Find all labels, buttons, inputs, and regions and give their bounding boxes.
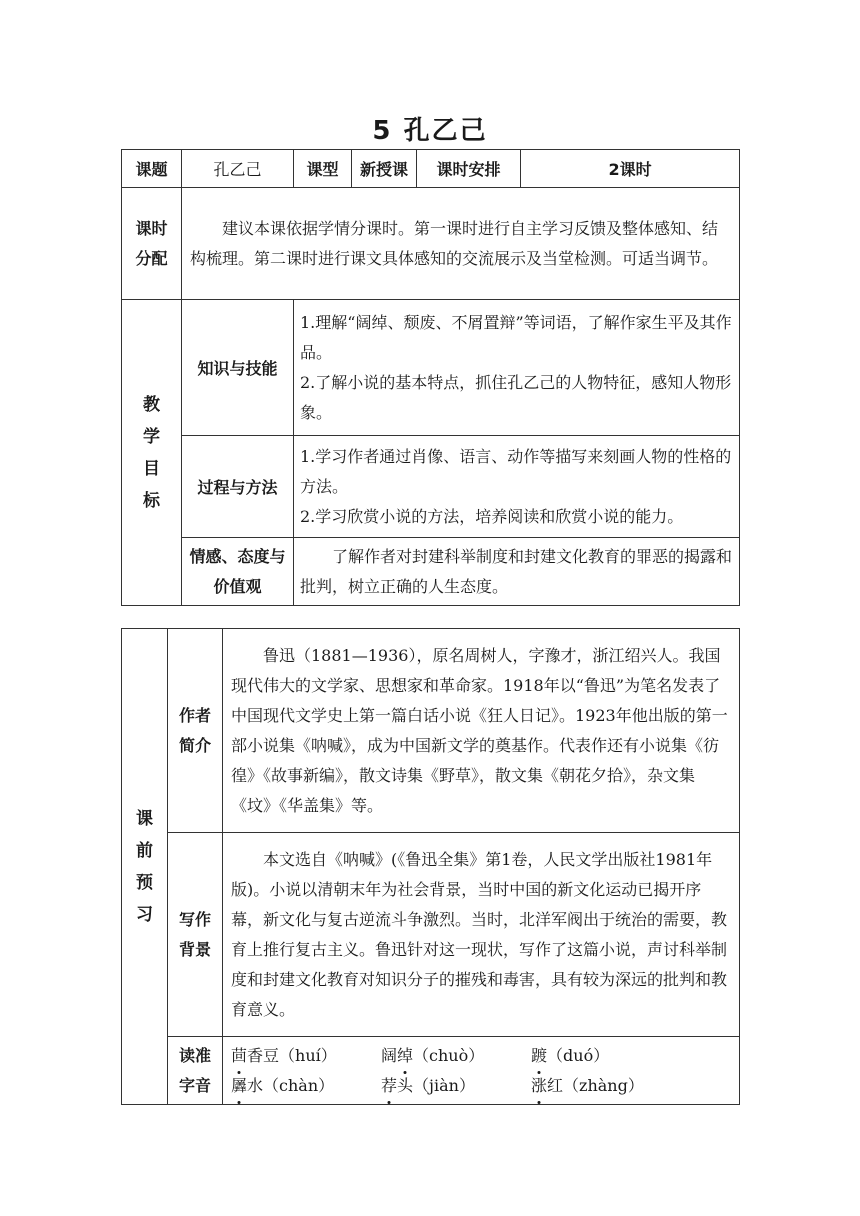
background-label: 写作 背景 <box>168 833 223 1037</box>
author-label: 作者 简介 <box>168 629 223 833</box>
course-label: 课题 <box>122 150 182 188</box>
background-text: 本文选自《呐喊》(《鲁迅全集》第1卷，人民文学出版社1981年版)。小说以清朝末年为社会背景，当时中国的新文化运动已揭开序幕，新文化与复古逆流斗争激烈。当时，北洋军阀出于统治的需要，教育上推行复古主义。鲁迅针对这一现状，写作了这篇小说，声讨科举制度和封建文化教育对知识分子的摧残和毒害，具有较为深远的批判和教育意义。 <box>223 833 740 1037</box>
pron-word: 茴香豆（huí） <box>231 1041 381 1071</box>
pron-word: 阔绰（chuò） <box>381 1041 531 1071</box>
knowledge-item: 2.了解小说的基本特点，抓住孔乙己的人物特征，感知人物形象。 <box>300 372 732 422</box>
page-title: 5 孔乙己 <box>372 116 488 146</box>
process-content <box>294 436 740 538</box>
preview-table <box>121 628 740 1105</box>
knowledge-content <box>294 300 740 436</box>
emotion-content: 了解作者对封建科举制度和封建文化教育的罪恶的揭露和批判，树立正确的人生态度。 <box>294 538 740 606</box>
allocation-text: 建议本课依据学情分课时。第一课时进行自主学习反馈及整体感知、结构梳理。第二课时进行课文具体感知的交流展示及当堂检测。可适当调节。 <box>182 188 740 300</box>
lesson-info-table <box>121 149 740 606</box>
lesson-type: 新授课 <box>352 150 417 188</box>
author-intro: 鲁迅（1881—1936），原名周树人，字豫才，浙江绍兴人。我国现代伟大的文学家、思想家和革命家。1918年以“鲁迅”为笔名发表了中国现代文学史上第一篇白话小说《狂人日记》。1923年他出版的第一部小说集《呐喊》，成为中国新文学的奠基作。代表作还有小说集《彷徨》《故事新编》，散文诗集《野草》，散文集《朝花夕拾》，杂文集《坟》《华盖集》等。 <box>223 629 740 833</box>
process-label: 过程与方法 <box>182 436 294 538</box>
process-item: 2.学习欣赏小说的方法，培养阅读和欣赏小说的能力。 <box>300 506 684 526</box>
emotion-label: 情感、态度与价值观 <box>182 538 294 606</box>
preview-label: 课 前 预 习 <box>122 629 168 1105</box>
schedule-label: 课时安排 <box>417 150 521 188</box>
process-item: 1.学习作者通过肖像、语言、动作等描写来刻画人物的性格的方法。 <box>300 446 732 496</box>
pron-word: 涨红（zhàng） <box>531 1071 681 1101</box>
allocation-label: 课时 分配 <box>122 188 182 300</box>
pron-word: 荐头（jiàn） <box>381 1071 531 1101</box>
goals-label: 教 学 目 标 <box>122 300 182 606</box>
pron-word: 羼水（chàn） <box>231 1071 381 1101</box>
schedule-value: 2课时 <box>521 150 740 188</box>
knowledge-label: 知识与技能 <box>182 300 294 436</box>
type-label: 课型 <box>294 150 352 188</box>
course-name: 孔乙己 <box>182 150 294 188</box>
pronunciation-label: 读准 字音 <box>168 1037 223 1105</box>
knowledge-item: 1.理解“阔绰、颓废、不屑置辩”等词语，了解作家生平及其作品。 <box>300 312 732 362</box>
pron-word: 踱（duó） <box>531 1041 681 1071</box>
pronunciation-list <box>223 1037 740 1105</box>
